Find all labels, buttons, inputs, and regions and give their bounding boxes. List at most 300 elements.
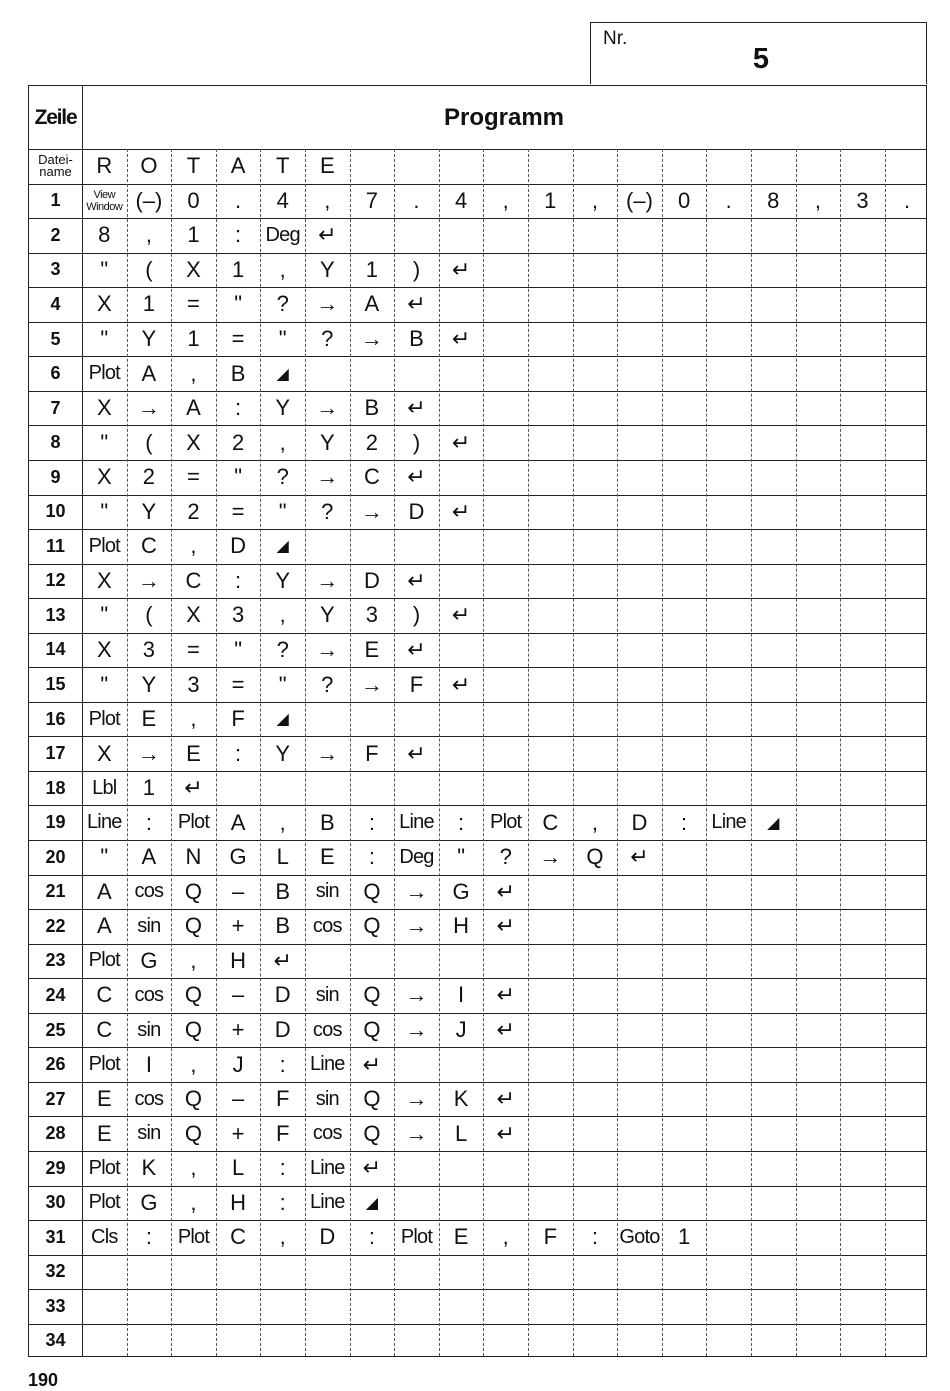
program-token: =	[231, 671, 245, 697]
program-token: B	[319, 809, 335, 835]
program-token: 8	[767, 187, 780, 213]
program-token: .	[725, 187, 732, 213]
program-token: E	[319, 844, 335, 870]
program-token: "	[100, 256, 109, 282]
program-token: K	[141, 1155, 157, 1181]
program-token: X	[96, 636, 112, 662]
program-token: =	[187, 636, 200, 662]
program-token: "	[278, 671, 287, 697]
program-token: Line	[309, 1191, 345, 1214]
program-token: ,	[190, 533, 197, 559]
program-token: :	[279, 1189, 286, 1215]
program-token: :	[145, 809, 152, 835]
program-token: X	[96, 395, 112, 421]
program-token: =	[231, 326, 245, 352]
program-token: Plot	[88, 1191, 120, 1214]
program-token: =	[187, 464, 200, 490]
program-token: ,	[190, 1189, 197, 1215]
program-token: T	[275, 153, 290, 179]
line-number: 2	[50, 224, 61, 245]
program-token: ↵	[451, 602, 471, 628]
program-token: K	[453, 1086, 469, 1112]
program-token: Q	[363, 1086, 381, 1112]
program-token: 7	[365, 187, 379, 213]
program-token: :	[279, 1051, 286, 1077]
program-token: View Window	[86, 188, 123, 213]
zeile-header: Zeile	[34, 105, 77, 129]
line-number: 5	[50, 328, 61, 349]
program-token: :	[235, 395, 242, 421]
line-number: 30	[45, 1192, 66, 1213]
program-token: "	[457, 844, 465, 870]
program-token: 2	[365, 429, 379, 455]
line-number: 17	[45, 743, 66, 764]
program-token: ,	[190, 1051, 197, 1077]
program-token: B	[275, 913, 291, 939]
program-token: :	[235, 740, 242, 766]
number-box	[590, 22, 927, 84]
program-token: F	[275, 1086, 290, 1112]
program-token: sin	[315, 983, 339, 1006]
program-token: F	[409, 671, 424, 697]
program-token: X	[186, 602, 201, 628]
line-number: 1	[50, 190, 61, 211]
program-token: "	[278, 498, 287, 524]
program-token: ?	[321, 326, 334, 352]
program-token: ↵	[496, 1120, 515, 1146]
program-token: E	[453, 1224, 469, 1250]
column-divider	[617, 149, 618, 1356]
program-token: Plot	[177, 1225, 210, 1248]
program-token: L	[454, 1120, 468, 1146]
program-token: C	[96, 1017, 113, 1043]
program-token: Cls	[91, 1225, 118, 1248]
program-token: L	[231, 1155, 245, 1181]
program-token: Plot	[88, 362, 120, 385]
line-number: 22	[45, 915, 66, 936]
program-token: ?	[321, 498, 334, 524]
program-token: ↵	[496, 982, 515, 1008]
program-token: ,	[190, 947, 197, 973]
program-token: :	[591, 1224, 598, 1250]
program-token: ?	[276, 291, 289, 317]
program-token: D	[408, 498, 425, 524]
program-token: ↵	[184, 775, 203, 801]
column-divider	[751, 149, 752, 1356]
program-token: Q	[363, 1120, 381, 1146]
program-token: 3	[231, 602, 245, 628]
program-token: ↵	[407, 740, 426, 766]
program-token: "	[100, 602, 109, 628]
program-token: L	[276, 844, 289, 870]
column-divider	[573, 149, 574, 1356]
program-token: ,	[279, 1224, 286, 1250]
page-number: 190	[28, 1370, 59, 1390]
program-token: Q	[184, 1017, 203, 1043]
program-token: cos	[134, 983, 164, 1006]
program-token: A	[230, 153, 246, 179]
program-token: H	[453, 913, 470, 939]
line-number: 9	[50, 466, 61, 487]
program-token: 2	[231, 429, 245, 455]
line-number: 20	[45, 846, 66, 867]
program-token: X	[186, 256, 201, 282]
program-token: (	[145, 602, 153, 628]
number-value: 5	[752, 43, 770, 75]
program-token: →	[316, 464, 339, 490]
programm-header: Programm	[443, 103, 565, 131]
program-token: G	[229, 844, 247, 870]
program-token: :	[279, 1155, 286, 1181]
program-token: E	[96, 1120, 112, 1146]
program-token: →	[137, 395, 160, 421]
line-number: 7	[50, 397, 61, 418]
program-token: ↵	[496, 1086, 515, 1112]
program-token: ?	[276, 464, 289, 490]
program-token: (–)	[626, 187, 653, 213]
program-token: ,	[145, 222, 152, 248]
program-token: Goto	[619, 1225, 660, 1248]
program-token: ↵	[407, 636, 426, 662]
program-token: ,	[502, 1224, 509, 1250]
program-token: Y	[275, 567, 291, 593]
program-token: C	[363, 464, 380, 490]
program-token: 3	[856, 187, 869, 213]
program-token: ◢	[276, 711, 289, 729]
program-token: Plot	[400, 1225, 433, 1248]
program-token: ↵	[407, 567, 426, 593]
program-token: Plot	[88, 534, 120, 557]
program-token: X	[96, 464, 112, 490]
program-token: ,	[502, 187, 509, 213]
program-token: sin	[137, 1018, 161, 1041]
program-token: →	[360, 326, 383, 352]
program-token: ↵	[451, 671, 471, 697]
line-number: 4	[50, 293, 61, 314]
program-token: ◢	[365, 1194, 379, 1212]
program-token: G	[140, 1189, 158, 1215]
program-token: 1	[142, 775, 156, 801]
line-number: 15	[45, 674, 66, 695]
program-token: H	[230, 947, 247, 973]
program-token: Q	[184, 1120, 203, 1146]
program-token: →	[360, 498, 383, 524]
line-number: 21	[45, 881, 66, 902]
program-token: ↵	[496, 913, 515, 939]
program-token: A	[141, 360, 157, 386]
column-divider	[796, 149, 797, 1356]
program-token: ?	[321, 671, 334, 697]
column-divider	[706, 149, 707, 1356]
row-divider	[29, 1289, 926, 1290]
program-token: I	[458, 982, 465, 1008]
program-token: )	[412, 602, 421, 628]
column-divider	[840, 149, 841, 1356]
program-token: →	[405, 913, 428, 939]
program-token: Q	[184, 913, 203, 939]
program-token: sin	[315, 880, 339, 903]
line-number: 11	[45, 535, 66, 556]
program-token: ,	[279, 256, 286, 282]
program-token: F	[275, 1120, 290, 1146]
program-token: :	[235, 222, 242, 248]
program-token: Plot	[490, 811, 522, 834]
program-token: 1	[187, 326, 200, 352]
program-token: 4	[276, 187, 289, 213]
program-token: ↵	[451, 326, 471, 352]
program-token: ◢	[276, 538, 289, 556]
program-token: )	[412, 429, 421, 455]
program-token: :	[368, 844, 375, 870]
program-token: Line	[399, 811, 434, 834]
program-token: 8	[98, 222, 111, 248]
program-token: Q	[363, 1017, 381, 1043]
program-token: 1	[677, 1224, 691, 1250]
program-token: "	[100, 671, 109, 697]
program-token: –	[231, 878, 245, 904]
program-token: Line	[86, 811, 122, 834]
program-token: →	[405, 982, 428, 1008]
program-token: ?	[276, 636, 289, 662]
program-token: G	[140, 947, 158, 973]
program-token: E	[141, 706, 157, 732]
program-token: ◢	[276, 365, 289, 383]
program-token: F	[365, 740, 379, 766]
program-token: E	[96, 1086, 112, 1112]
program-token: J	[232, 1051, 244, 1077]
program-token: Y	[319, 256, 335, 282]
program-token: ↵	[496, 1017, 515, 1043]
program-token: ,	[324, 187, 331, 213]
program-token: sin	[137, 914, 161, 937]
program-token: I	[145, 1051, 152, 1077]
program-token: A	[96, 913, 112, 939]
program-token: D	[230, 533, 247, 559]
program-token: →	[316, 740, 339, 766]
program-token: ↵	[318, 222, 337, 248]
program-token: →	[405, 1017, 428, 1043]
program-token: →	[316, 395, 339, 421]
program-token: .	[235, 187, 242, 213]
program-token: 1	[187, 222, 200, 248]
program-token: O	[140, 153, 158, 179]
program-token: –	[231, 982, 245, 1008]
program-token: J	[455, 1017, 467, 1043]
line-number: 34	[45, 1330, 66, 1351]
filename-label: Datei- name	[38, 152, 73, 180]
program-token: E	[364, 636, 380, 662]
program-token: Y	[141, 498, 157, 524]
program-token: Plot	[88, 707, 120, 730]
program-token: 0	[677, 187, 691, 213]
program-token: .	[904, 187, 911, 213]
program-token: =	[231, 498, 245, 524]
program-token: ,	[814, 187, 821, 213]
program-token: Lbl	[92, 776, 117, 799]
program-token: →	[405, 1086, 428, 1112]
program-token: Q	[363, 982, 381, 1008]
program-token: :	[235, 567, 242, 593]
program-token: 3	[142, 636, 156, 662]
program-token: ,	[279, 602, 286, 628]
program-token: :	[145, 1224, 152, 1250]
program-token: Plot	[88, 1156, 120, 1179]
program-token: E	[319, 153, 335, 179]
program-token: ↵	[273, 947, 292, 973]
program-token: Line	[309, 1053, 345, 1076]
program-token: +	[231, 1120, 245, 1146]
program-token: Q	[184, 982, 203, 1008]
program-token: cos	[312, 914, 342, 937]
program-token: →	[405, 1120, 428, 1146]
program-token: ↵	[451, 498, 471, 524]
program-token: "	[278, 326, 287, 352]
program-token: X	[186, 429, 201, 455]
program-token: F	[231, 706, 245, 732]
program-token: Line	[309, 1156, 345, 1179]
line-number: 18	[45, 777, 66, 798]
program-token: →	[316, 636, 339, 662]
program-token: A	[186, 395, 201, 421]
program-token: 1	[142, 291, 156, 317]
line-number: 13	[45, 604, 66, 625]
program-token: "	[234, 464, 242, 490]
program-token: G	[452, 878, 470, 904]
program-token: ↵	[407, 464, 426, 490]
program-token: B	[275, 878, 291, 904]
program-token: Y	[275, 395, 291, 421]
line-number: 12	[45, 570, 66, 591]
program-token: 1	[231, 256, 245, 282]
program-token: ↵	[362, 1051, 382, 1077]
column-divider	[885, 149, 886, 1356]
program-token: Y	[319, 602, 335, 628]
program-token: +	[231, 1017, 245, 1043]
line-number: 27	[45, 1088, 66, 1109]
line-number: 26	[45, 1054, 66, 1075]
program-token: ↵	[407, 395, 426, 421]
program-token: B	[409, 326, 424, 352]
program-token: (–)	[135, 187, 163, 213]
program-token: →	[360, 671, 383, 697]
program-token: →	[316, 567, 339, 593]
program-token: Line	[711, 811, 746, 834]
program-token: D	[319, 1224, 336, 1250]
program-token: Y	[275, 740, 291, 766]
line-number: 10	[45, 501, 66, 522]
column-divider	[528, 149, 529, 1356]
program-token: T	[186, 153, 201, 179]
row-divider	[29, 1324, 926, 1325]
program-token: ,	[591, 187, 598, 213]
program-token: (	[145, 256, 153, 282]
program-token: "	[100, 326, 109, 352]
program-sheet	[28, 85, 927, 1357]
column-divider	[662, 149, 663, 1356]
program-token: Q	[586, 844, 604, 870]
program-token: Q	[363, 878, 381, 904]
line-number: 6	[50, 363, 61, 384]
program-token: H	[230, 1189, 247, 1215]
program-token: .	[413, 187, 420, 213]
program-token: ,	[190, 1155, 197, 1181]
program-token: (	[145, 429, 153, 455]
program-token: :	[368, 1224, 375, 1250]
program-token: cos	[312, 1122, 342, 1145]
program-token: C	[230, 1224, 247, 1250]
program-token: +	[231, 913, 245, 939]
line-number: 8	[50, 432, 61, 453]
line-number: 23	[45, 950, 66, 971]
program-token: ,	[190, 360, 197, 386]
program-token: A	[364, 291, 380, 317]
program-token: X	[96, 567, 112, 593]
program-token: "	[100, 844, 109, 870]
program-token: B	[364, 395, 380, 421]
program-token: 0	[187, 187, 200, 213]
program-token: Plot	[88, 1053, 120, 1076]
program-token: ,	[279, 809, 286, 835]
program-token: ?	[499, 844, 512, 870]
program-token: cos	[134, 1087, 164, 1110]
program-token: ↵	[451, 429, 471, 455]
program-token: Y	[141, 671, 157, 697]
program-token: Deg	[265, 223, 300, 246]
program-token: ,	[591, 809, 598, 835]
program-token: C	[140, 533, 157, 559]
program-token: )	[412, 256, 421, 282]
program-token: ↵	[362, 1155, 382, 1181]
line-number: 25	[45, 1019, 66, 1040]
program-token: 3	[187, 671, 200, 697]
program-token: →	[137, 740, 160, 766]
program-token: 3	[365, 602, 379, 628]
program-token: Y	[319, 429, 335, 455]
program-token: →	[539, 844, 562, 870]
line-number: 28	[45, 1123, 66, 1144]
line-number: 14	[45, 639, 66, 660]
program-token: C	[542, 809, 559, 835]
program-token: cos	[312, 1018, 342, 1041]
line-number: 19	[45, 812, 66, 833]
program-token: →	[137, 567, 160, 593]
program-token: Y	[141, 326, 157, 352]
program-token: A	[96, 878, 112, 904]
program-token: sin	[137, 1122, 161, 1145]
column-divider	[483, 149, 484, 1356]
program-token: 2	[142, 464, 156, 490]
program-token: "	[100, 429, 109, 455]
program-token: ↵	[496, 878, 515, 904]
program-token: "	[234, 291, 242, 317]
program-token: →	[405, 878, 428, 904]
program-token: D	[631, 809, 648, 835]
program-token: =	[187, 291, 200, 317]
program-token: N	[185, 844, 202, 870]
program-token: "	[100, 498, 109, 524]
program-token: ◢	[767, 814, 780, 832]
line-number: 3	[50, 259, 61, 280]
program-token: 2	[187, 498, 200, 524]
program-token: :	[368, 809, 375, 835]
program-token: ↵	[630, 844, 649, 870]
program-token: D	[274, 982, 291, 1008]
program-token: R	[96, 153, 113, 179]
program-token: C	[185, 567, 202, 593]
program-token: ,	[279, 429, 286, 455]
program-token: "	[234, 636, 242, 662]
program-token: ↵	[407, 291, 426, 317]
